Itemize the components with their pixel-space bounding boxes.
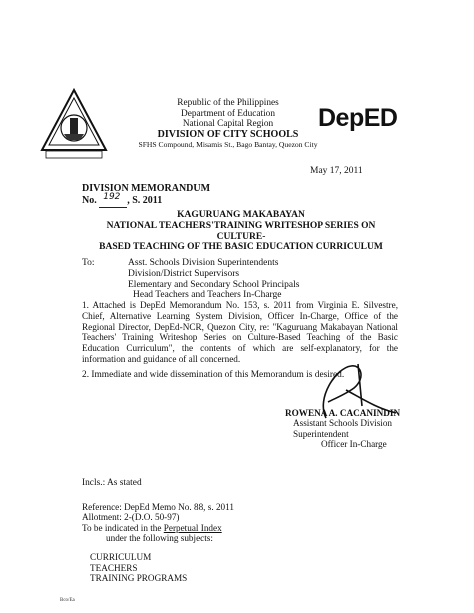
signatory-block: [285, 408, 445, 450]
perpetual-index-label: Perpetual Index: [163, 522, 222, 533]
letterhead: [130, 98, 326, 151]
subjects-list: [90, 552, 187, 584]
reference-under: under the following subjects:: [106, 533, 213, 544]
subject-item: TRAINING PROGRAMS: [90, 573, 188, 584]
typist-initials: Bco/Ea: [60, 598, 75, 603]
reference-allotment: Allotment: 2-(D.O. 50-97): [82, 512, 180, 523]
signatory-name: ROWENA A. CACANINDIN: [285, 408, 401, 418]
memo-title-line3: BASED TEACHING OF THE BASIC EDUCATION CURRICULUM: [99, 242, 383, 253]
memo-title-line1: KAGURUANG MAKABAYAN: [177, 210, 305, 220]
subject-item: TEACHERS: [90, 562, 138, 573]
to-label: To:: [82, 258, 95, 268]
letterhead-department: Department of Education: [181, 108, 275, 119]
memo-heading-block: [82, 183, 210, 208]
memo-date: May 17, 2011: [310, 166, 363, 176]
memo-number-line: [82, 192, 210, 208]
reference-memo: Reference: DepEd Memo No. 88, s. 2011: [82, 502, 234, 512]
signatory-role: Officer In-Charge: [321, 439, 387, 450]
letterhead-division: DIVISION OF CITY SCHOOLS: [157, 128, 299, 140]
recipient-item: Division/District Supervisors: [128, 268, 240, 279]
division-seal-icon: [40, 88, 108, 160]
recipient-item: Elementary and Secondary School Principals: [128, 279, 300, 290]
memo-no-field: [99, 192, 127, 208]
paragraph-1: 1. Attached is DepEd Memorandum No. 153, s. 2011 from Virginia E. Silvestre, Chief, Alternative Learning System Division, Officer In-Charge, Office of the Regional Director, DepEd-NCR, Quezon City, re: "Kaguruang Makabayan National Teachers' Training Writeshop Series on Culture-Based Teaching of the Basic Education Curriculum", the contents of which are self-explanatory, for the information and guidance of all concerned.: [82, 300, 398, 364]
paragraph-2: 2. Immediate and wide dissemination of this Memorandum is desired.: [82, 370, 345, 380]
memo-series: , S. 2011: [127, 195, 163, 206]
memo-title-line2: NATIONAL TEACHERS'TRAINING WRITESHOP SERIES ON CULTURE-: [106, 220, 376, 242]
deped-logo-icon: DepED: [318, 104, 398, 132]
recipients-list: [128, 258, 388, 301]
memo-no-value: 192: [103, 192, 121, 202]
letterhead-region: National Capital Region: [182, 119, 274, 130]
memo-title: [82, 210, 400, 253]
letterhead-address: SFHS Compound, Misamis St., Bago Bantay, Quezon City: [138, 140, 318, 150]
subject-item: CURRICULUM: [90, 552, 152, 562]
reference-indicated: To be indicated in the Perpetual Index: [82, 522, 222, 533]
memo-no-label: No.: [82, 195, 97, 206]
enclosure-note: Incls.: As stated: [82, 478, 142, 488]
memo-heading: DIVISION MEMORANDUM: [82, 183, 211, 194]
letterhead-republic: Republic of the Philippines: [177, 98, 279, 108]
recipient-item: Asst. Schools Division Superintendents: [128, 258, 279, 268]
recipient-item: Head Teachers and Teachers In-Charge: [133, 290, 282, 301]
reference-block: [82, 502, 234, 544]
signatory-title: Assistant Schools Division Superintendent: [293, 418, 393, 439]
